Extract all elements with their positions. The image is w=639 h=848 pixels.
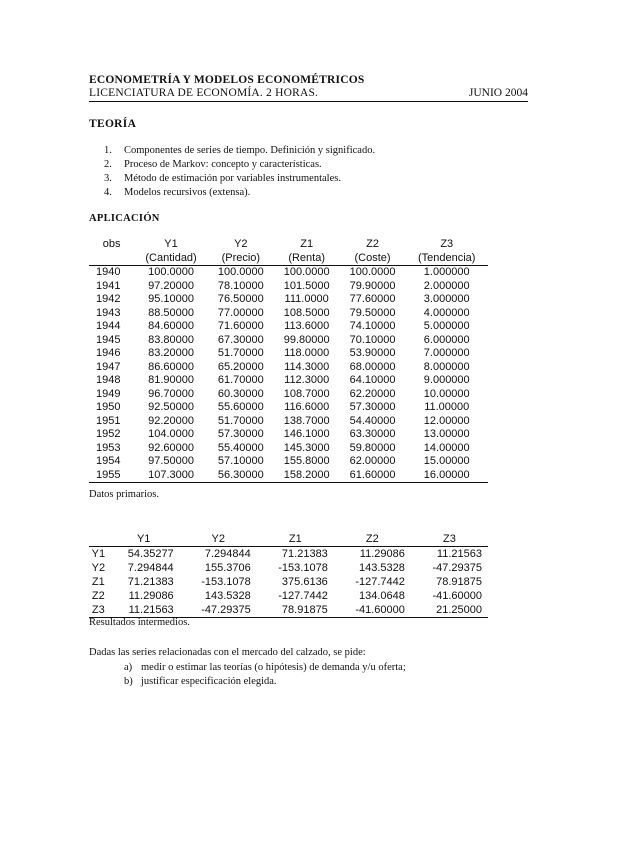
table-cell: 62.20000 <box>349 387 396 400</box>
column-header: Y2 <box>180 532 257 547</box>
table-cell: 51.70000 <box>217 347 264 359</box>
table-cell: 9.000000 <box>423 374 470 386</box>
table-cell: 81.90000 <box>148 374 194 386</box>
table-cell: 57.10000 <box>217 455 264 467</box>
table-cell: 375.6136 <box>281 576 328 588</box>
table-cell: 78.10000 <box>217 279 264 292</box>
column-header <box>89 532 108 547</box>
table-row <box>89 266 488 280</box>
obs-year-cell: 1942 <box>96 293 121 305</box>
table-cell: 113.6000 <box>284 320 330 332</box>
table-cell: 4.000000 <box>423 306 470 319</box>
table-cell: 3.000000 <box>423 293 470 305</box>
table-cell: 112.3000 <box>284 374 330 386</box>
table-cell: 21.25000 <box>411 603 488 618</box>
table-cell: 143.5328 <box>358 562 405 574</box>
table-cell: 104.0000 <box>148 428 194 440</box>
table-cell: 14.00000 <box>423 441 470 454</box>
obs-year-cell: 1951 <box>96 414 121 427</box>
obs-year-cell: 1954 <box>96 455 121 467</box>
table-cell: 61.60000 <box>340 469 406 483</box>
column-header: Z3 <box>440 238 454 250</box>
table-cell: 56.30000 <box>208 469 274 483</box>
table-cell: 11.29086 <box>128 590 174 602</box>
table-cell: 71.21383 <box>281 548 328 560</box>
task-list <box>124 661 406 689</box>
table-cell: 79.50000 <box>349 306 396 319</box>
table-row <box>89 334 488 348</box>
column-subheader: (Precio) <box>208 252 274 266</box>
column-header: obs <box>102 238 121 250</box>
table-row <box>89 401 488 415</box>
theory-question-list <box>104 144 375 200</box>
table-cell: 60.30000 <box>217 387 264 400</box>
table-cell: 145.3000 <box>283 441 330 454</box>
table-cell: 92.20000 <box>148 414 194 427</box>
table-row <box>89 575 488 589</box>
column-header: Y2 <box>234 238 248 250</box>
table-cell: 77.60000 <box>349 293 396 305</box>
table-cell: 155.8000 <box>283 455 330 467</box>
exam-title: ECONOMETRÍA Y MODELOS ECONOMÉTRICOS <box>89 74 365 86</box>
table-row <box>89 347 488 361</box>
exam-subtitle: LICENCIATURA DE ECONOMÍA. 2 HORAS. <box>89 87 319 99</box>
table-cell: 100.0000 <box>148 266 194 278</box>
table-cell: 77.00000 <box>217 306 264 319</box>
table-cell: 16.00000 <box>405 469 488 483</box>
table-row <box>89 415 488 429</box>
table-cell: 97.50000 <box>148 455 194 467</box>
table-cell: 108.5000 <box>283 306 330 319</box>
table-cell: 143.5328 <box>204 590 251 602</box>
table-row <box>89 561 488 575</box>
table-row <box>89 293 488 307</box>
table-header-row <box>89 238 488 252</box>
obs-year-cell: 1952 <box>96 428 121 440</box>
task-item: b) justificar especificación elegida. <box>124 676 277 687</box>
table-cell: 68.00000 <box>349 360 396 373</box>
obs-year-cell: 1949 <box>96 387 121 400</box>
table-row <box>89 280 488 294</box>
obs-year-cell: 1948 <box>96 374 121 386</box>
table-cell: 138.7000 <box>283 414 330 427</box>
row-label-cell: Y1 <box>91 548 106 560</box>
column-subheader: (Coste) <box>340 252 406 266</box>
table-cell: 51.70000 <box>217 414 264 427</box>
table-cell: 96.70000 <box>148 387 194 400</box>
obs-year-cell: 1946 <box>96 347 121 359</box>
theory-heading: TEORÍA <box>89 118 137 130</box>
column-header: Z1 <box>300 238 314 250</box>
table-cell: 84.60000 <box>148 320 194 332</box>
table-cell: 5.000000 <box>423 320 470 332</box>
table-cell: 146.1000 <box>283 428 330 440</box>
table-cell: 55.40000 <box>217 441 264 454</box>
table-cell: 65.20000 <box>217 360 264 373</box>
column-subheader: (Tendencia) <box>405 252 488 266</box>
column-header: Z3 <box>411 532 488 547</box>
table-cell: 78.91875 <box>257 603 334 618</box>
table-cell: 71.60000 <box>217 320 264 332</box>
table-cell: 88.50000 <box>148 306 194 319</box>
problem-statement: Dadas las series relacionadas con el mercado del calzado, se pide: <box>89 647 366 658</box>
table-cell: 92.60000 <box>148 441 194 454</box>
table-row <box>89 547 488 562</box>
table-cell: 54.35277 <box>127 548 174 560</box>
table-cell: -47.29375 <box>432 562 482 574</box>
table-cell: 118.0000 <box>284 347 330 359</box>
table-cell: 107.3000 <box>134 469 208 483</box>
table-cell: 74.10000 <box>349 320 396 332</box>
table-cell: 70.10000 <box>349 333 396 346</box>
table-cell: 100.0000 <box>217 266 264 278</box>
intermediate-results-caption: Resultados intermedios. <box>89 617 190 628</box>
table-cell: -127.7442 <box>355 576 405 588</box>
row-label-cell: Z3 <box>89 603 108 618</box>
column-subheader: (Cantidad) <box>134 252 208 266</box>
table-cell: 114.3000 <box>284 360 330 373</box>
table-cell: 10.00000 <box>423 387 470 400</box>
table-cell: 64.10000 <box>349 374 396 386</box>
table-cell: 92.50000 <box>148 401 194 413</box>
obs-year-cell: 1955 <box>89 469 134 483</box>
table-cell: 100.0000 <box>283 266 330 278</box>
table-cell: 11.21563 <box>108 603 180 618</box>
column-header: Z2 <box>366 238 379 250</box>
table-cell: 101.5000 <box>283 279 330 292</box>
column-header: Z1 <box>257 532 334 547</box>
theory-question: 2. Proceso de Markov: concepto y características. <box>104 159 322 170</box>
table-cell: 62.00000 <box>349 455 396 467</box>
primary-data-table <box>89 238 488 483</box>
obs-year-cell: 1945 <box>96 333 121 346</box>
table-cell: 2.000000 <box>423 279 470 292</box>
table-cell: -153.1078 <box>201 576 251 588</box>
table-cell: -127.7442 <box>278 590 328 602</box>
table-row <box>89 442 488 456</box>
table-cell: 158.2000 <box>274 469 340 483</box>
table-cell: 134.0648 <box>358 590 405 602</box>
intermediate-results-table <box>89 532 488 618</box>
table-cell: 86.60000 <box>148 360 194 373</box>
table-cell: -153.1078 <box>278 562 328 574</box>
table-cell: 116.6000 <box>284 401 330 413</box>
table-row <box>89 307 488 321</box>
table-cell: 15.00000 <box>423 455 470 467</box>
table-row <box>89 320 488 334</box>
table-cell: 111.0000 <box>284 293 329 305</box>
obs-year-cell: 1947 <box>96 360 121 373</box>
table-cell: 67.30000 <box>217 333 264 346</box>
table-row <box>89 388 488 402</box>
table-row <box>89 361 488 375</box>
table-cell: 99.80000 <box>283 333 330 346</box>
exam-date: JUNIO 2004 <box>468 87 528 99</box>
table-cell: 54.40000 <box>349 414 396 427</box>
table-cell: 63.30000 <box>349 428 396 440</box>
table-cell: 155.3706 <box>204 562 251 574</box>
table-cell: 108.7000 <box>283 387 330 400</box>
table-cell: 7.294844 <box>127 562 174 574</box>
header-rule <box>89 101 528 102</box>
table-cell: 11.21563 <box>436 548 482 560</box>
table-cell: 1.000000 <box>423 266 470 278</box>
primary-data-caption: Datos primarios. <box>89 489 159 500</box>
table-cell: 95.10000 <box>148 293 194 305</box>
table-cell: 55.60000 <box>217 401 264 413</box>
table-cell: 83.20000 <box>148 347 194 359</box>
table-cell: 100.0000 <box>349 266 396 278</box>
obs-year-cell: 1943 <box>96 306 121 319</box>
obs-year-cell: 1941 <box>96 279 121 292</box>
application-heading: APLICACIÓN <box>89 213 160 224</box>
table-row <box>89 428 488 442</box>
table-cell: 7.000000 <box>423 347 470 359</box>
table-cell: 97.20000 <box>148 279 194 292</box>
column-header: Y1 <box>164 238 178 250</box>
table-cell: 53.90000 <box>349 347 396 359</box>
theory-question: 4. Modelos recursivos (extensa). <box>104 187 251 198</box>
table-cell: -41.60000 <box>334 603 411 618</box>
table-subheader-row <box>89 252 488 266</box>
theory-question: 3. Método de estimación por variables instrumentales. <box>104 173 341 184</box>
table-cell: 11.00000 <box>424 401 470 413</box>
table-cell: 79.90000 <box>349 279 396 292</box>
table-cell: 61.70000 <box>217 374 264 386</box>
table-cell: 78.91875 <box>436 576 482 588</box>
row-label-cell: Z1 <box>91 576 105 588</box>
obs-year-cell: 1944 <box>96 320 121 332</box>
table-row <box>89 455 488 469</box>
table-cell: 76.50000 <box>217 293 264 305</box>
table-cell: 6.000000 <box>423 333 470 346</box>
table-header-row <box>89 532 488 547</box>
table-cell: 13.00000 <box>423 428 470 440</box>
table-cell: 71.21383 <box>127 576 174 588</box>
theory-question: 1. Componentes de series de tiempo. Definición y significado. <box>104 145 376 156</box>
table-row <box>89 469 488 483</box>
column-header: Z2 <box>334 532 411 547</box>
table-cell: 8.000000 <box>423 360 470 373</box>
table-cell: 7.294844 <box>204 548 251 560</box>
table-cell: 57.30000 <box>217 428 264 440</box>
obs-year-cell: 1953 <box>96 441 121 454</box>
table-cell: -41.60000 <box>432 590 482 602</box>
obs-year-cell: 1940 <box>96 266 121 278</box>
obs-year-cell: 1950 <box>96 401 121 413</box>
column-subheader <box>89 252 134 266</box>
row-label-cell: Z2 <box>91 590 105 602</box>
row-label-cell: Y2 <box>91 562 106 574</box>
table-row <box>89 603 488 618</box>
table-row <box>89 589 488 603</box>
table-cell: 57.30000 <box>349 401 396 413</box>
task-item: a) medir o estimar las teorías (o hipótesis) de demanda y/u oferta; <box>124 662 406 673</box>
table-row <box>89 374 488 388</box>
column-header: Y1 <box>108 532 180 547</box>
table-cell: 11.29086 <box>359 548 405 560</box>
table-cell: 83.80000 <box>148 333 194 346</box>
column-subheader: (Renta) <box>274 252 340 266</box>
table-cell: -47.29375 <box>180 603 257 618</box>
table-cell: 59.80000 <box>349 441 396 454</box>
table-cell: 12.00000 <box>423 414 470 427</box>
